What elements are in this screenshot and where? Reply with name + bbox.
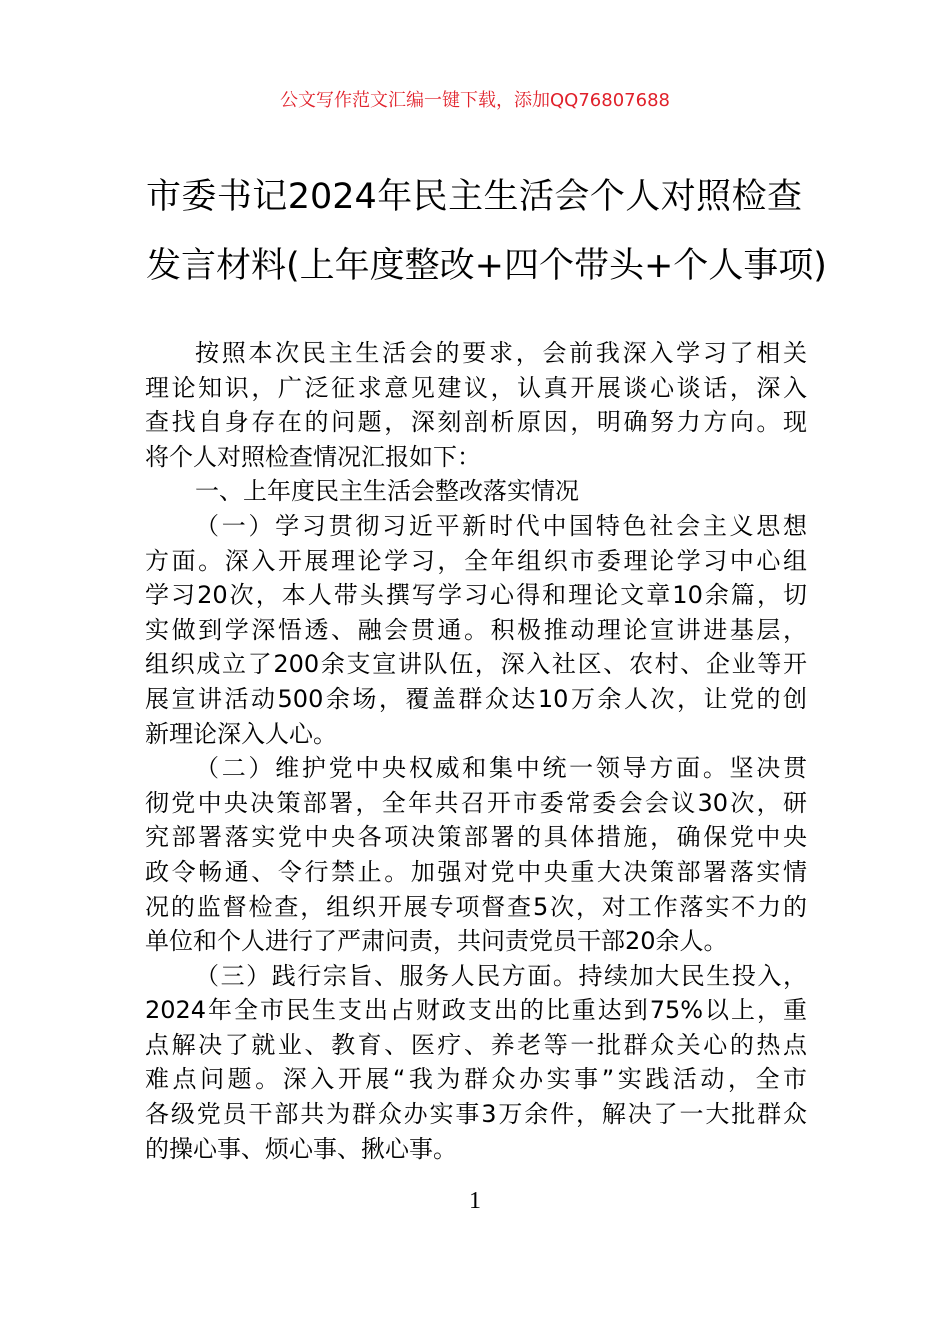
title-line-1: 市委书记2024年民主生活会个人对照检查 [146, 177, 802, 217]
text-line: 学习20次，本人带头撰写学习心得和理论文章10余篇，切 [145, 581, 807, 610]
text-line: 难点问题。深入开展“我为群众办实事”实践活动，全市 [145, 1065, 807, 1094]
text-line: 的操心事、烦心事、揪心事。 [145, 1134, 457, 1163]
paragraph [145, 336, 807, 474]
text-line: （二）维护党中央权威和集中统一领导方面。坚决贯 [195, 754, 807, 783]
title-line-2: 发言材料(上年度整改+四个带头+个人事项) [146, 246, 827, 286]
download-notice: 公文写作范文汇编一键下载，添加QQ76807688 [280, 90, 670, 111]
text-line: （三）践行宗旨、服务人民方面。持续加大民生投入， [195, 961, 807, 990]
paragraph [145, 509, 807, 751]
text-line: 彻党中央决策部署，全年共召开市委常委会会议30次，研 [145, 788, 807, 817]
text-line: 单位和个人进行了严肃问责，共问责党员干部20余人。 [145, 927, 728, 956]
text-line: （一）学习贯彻习近平新时代中国特色社会主义思想 [195, 511, 807, 540]
paragraph [145, 474, 807, 509]
text-line: 新理论深入人心。 [145, 719, 337, 748]
document-body [145, 336, 807, 1166]
text-line: 实做到学深悟透、融会贯通。积极推动理论宣讲进基层， [145, 615, 807, 644]
text-line: 究部署落实党中央各项决策部署的具体措施，确保党中央 [145, 823, 807, 852]
text-line: 方面。深入开展理论学习，全年组织市委理论学习中心组 [145, 546, 807, 575]
text-line: 点解决了就业、教育、医疗、养老等一批群众关心的热点 [145, 1030, 807, 1059]
text-line: 理论知识，广泛征求意见建议，认真开展谈心谈话，深入 [145, 373, 807, 402]
text-line: 查找自身存在的问题，深刻剖析原因，明确努力方向。现 [145, 408, 807, 437]
text-line: 各级党员干部共为群众办实事3万余件，解决了一大批群众 [145, 1100, 807, 1129]
text-line: 一、上年度民主生活会整改落实情况 [195, 477, 579, 506]
page-number: 1 [469, 1188, 481, 1214]
text-line: 展宣讲活动500余场，覆盖群众达10万余人次，让党的创 [145, 684, 807, 713]
text-line: 况的监督检查，组织开展专项督查5次，对工作落实不力的 [145, 892, 807, 921]
text-line: 2024年全市民生支出占财政支出的比重达到75%以上，重 [145, 996, 807, 1025]
text-line: 组织成立了200余支宣讲队伍，深入社区、农村、企业等开 [145, 650, 807, 679]
paragraph [145, 751, 807, 959]
text-line: 将个人对照检查情况汇报如下： [145, 442, 481, 471]
paragraph [145, 959, 807, 1167]
text-line: 政令畅通、令行禁止。加强对党中央重大决策部署落实情 [145, 857, 807, 886]
text-line: 按照本次民主生活会的要求，会前我深入学习了相关 [195, 339, 807, 367]
